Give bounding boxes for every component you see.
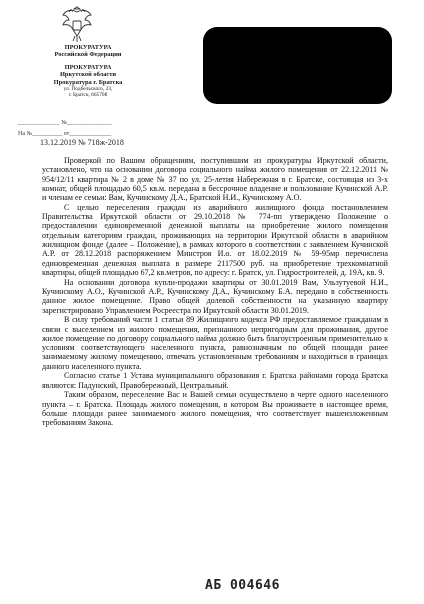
regional-issuer-name: ПРОКУРАТУРА [64, 64, 112, 71]
outgoing-number-blank: _____________ №______________ [18, 120, 113, 126]
form-serial-number: АБ 004646 [205, 578, 280, 593]
regional-issuer-region: Иркутской области [59, 71, 117, 79]
issuer-address [18, 86, 158, 98]
paragraph: Таким образом, переселение Вас и Вашей семьи осуществлено в черте одного населенного пункта – г. Братска. Площадь жилого помещения, в котором Вы проживаете в настоящее время, больше площади ранее занимаемого жилого помещения, что соответствует вышеизложенным требованиям Закона. [42, 390, 388, 428]
paragraph: Согласно статье 1 Устава муниципального образования г. Братска районами города Братска являются: Падунский, Правобережный, Центральный. [42, 371, 388, 390]
issuer-block-regional [18, 64, 158, 86]
paragraph: С целью переселения граждан из аварийного жилищного фонда постановлением Правительства Иркутской области от 29.10.2018 № 774-пп утверждено Положение о предоставлении единовременной денежной выплаты на приобретение жилого помещения отдельным категориям граждан, проживающих на территории Иркутской области в аварийном жилищном фонде (далее – Положение), в рамках которого в соответствии с заявлением Кучинской А.Р. от 28.12.2018 распоряжением Минстроя И.о. от 18.02.2019 № 59-95мр перечислена единовременная денежная выплата в размере 2117500 руб. на приобретение трехкомнатной квартиры, общей площадью 67,2 кв.метров, по адресу: г. Братск, ул. Гидростроителей, д. 19А, кв. 9. [42, 202, 388, 277]
address-street: ул. Подбельского, 23, [63, 86, 113, 92]
issuer-country-line: Российской Федерации [54, 51, 122, 59]
paragraph: На основании договора купли-продажи квартиры от 30.01.2019 Вам, Ульзутуевой Н.И., Кучинскому А.О., Кучинской А.Р., Кучинскому Д.А., Кучинскому Б.А. передано в собственность данное жилое помещение. Право общей долевой собственности на указанную квартиру зарегистрировано Управлением Росреестра по Иркутской области 30.01.2019. [42, 277, 388, 315]
issuer-name-line: ПРОКУРАТУРА [64, 44, 112, 51]
city-prosecutor-office: Прокуратура г. Братска [53, 78, 123, 86]
redacted-recipient-block [203, 27, 392, 104]
paragraph: Проверкой по Вашим обращениям, поступившим из прокуратуры Иркутской области, установлено, что на основании договора социального найма жилого помещения от 22.12.2011 № 954/12/11 квартира № 2 в доме № 37 по ул. 25-летия Набережная в г. Братске, состоящая из 3-х комнат, общей площадью 60,5 кв.м. передана в бессрочное владение и пользование Кучинской А.Р. и членам ее семьи: Вам, Кучинскому Д.А., Братской Н.И., Кучинскому А.О. [42, 156, 388, 203]
paragraph: В силу требований части 1 статьи 89 Жилищного кодекса РФ предоставляемое гражданам в связи с выселением из жилого помещения, признанного непригодным для проживания, другое жилое помещение по договору социального найма должно быть благоустроенным применительно к условиям соответствующего населенного пункта, равнозначным по общей площади ранее занимаемому жилому помещению, отвечать установленным требованиям и находиться в границах данного населенного пункта. [42, 315, 388, 371]
address-city: г. Братск, 665708 [68, 92, 108, 99]
coat-of-arms-emblem-icon [60, 6, 94, 44]
letter-body [42, 156, 388, 428]
document-date-number: 13.12.2019 № 718ж-2018 [40, 138, 124, 147]
issuer-block-federal [18, 44, 158, 59]
incoming-reference-blank: На №__________ от______________ [18, 131, 112, 137]
